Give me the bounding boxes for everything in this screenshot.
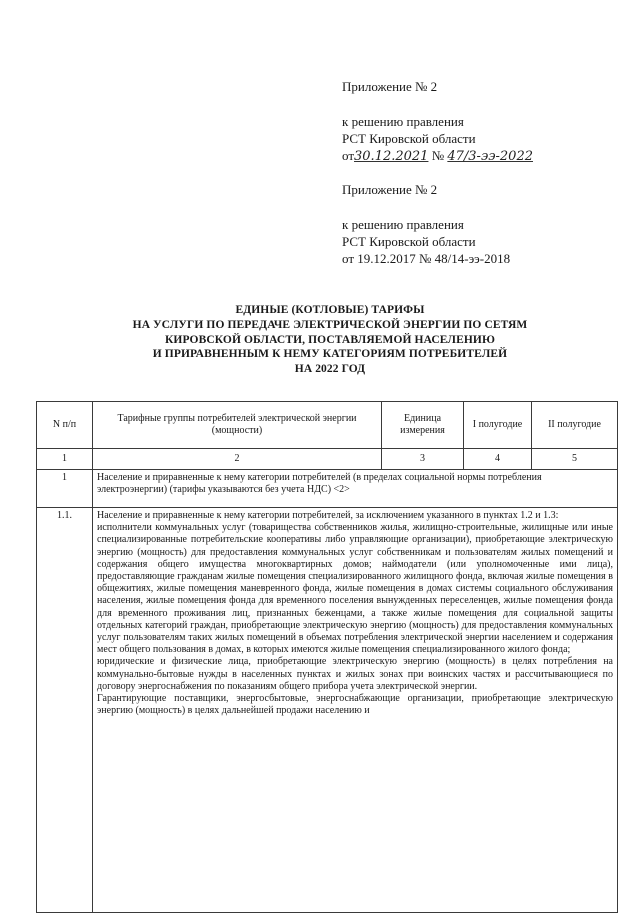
row-paragraph: исполнители коммунальных услуг (товарищества собственников жилья, жилищно-строительные, жилищные или иные специализированные потребительские кооперативы либо управляющие организации), приобретающие электрическую энергию (мощность) для предоставления коммунальных услуг собственникам и пользователям жилых помещений и содержания общего имущества многоквартирных домов; наймодатели (или уполномоченные ими лица), предоставляющие гражданам жилые помещения специализированного жилищного фонда, включая жилые помещения в общежитиях, жилые помещения маневренного фонда, жилые помещения в домах системы социального обслуживания населения, жилые помещения фонда для временного поселения вынужденных переселенцев, жилые помещения фонда для временного проживания лиц, признанных беженцами, а также жилые помещения для социальной защиты отдельных категорий граждан, приобретающие электрическую энергию (мощность) для предоставления коммунальных услуг пользователям таких жилых помещений в объемах потребления электрической энергии населением и содержания мест общего пользования в домах, в которых имеются жилые помещения специализированного жилого фонда; — [97, 522, 613, 656]
appendix-line: РСТ Кировской области — [342, 131, 476, 146]
heading-line: НА 2022 ГОД — [294, 363, 366, 376]
appendix-line: к решению правления — [342, 217, 464, 232]
document-heading — [60, 303, 600, 377]
appendix-date-line — [342, 147, 533, 165]
header-cell-group: Тарифные группы потребителей электрической энергии (мощности) — [93, 402, 382, 449]
handwritten-date: 30.12.2021 — [354, 149, 429, 164]
heading-line: КИРОВСКОЙ ОБЛАСТИ, ПОСТАВЛЯЕМОЙ НАСЕЛЕНИЮ — [164, 333, 496, 346]
appendix-line: от 19.12.2017 № 48/14-ээ-2018 — [342, 251, 511, 266]
heading-line: И ПРИРАВНЕННЫМ К НЕМУ КАТЕГОРИЯМ ПОТРЕБИТЕЛЕЙ — [152, 348, 508, 361]
appendix-line: к решению правления — [342, 114, 464, 129]
row-number: 1 — [37, 470, 93, 508]
row-paragraph: юридические и физические лица, приобретающие электрическую энергию (мощность) в целях потребления на коммунально-бытовые нужды в населенных пунктах и жилых зонах при воинских частях и рассчитывающиеся по договору энергоснабжения по показаниям общего прибора учета электрической энергии. — [97, 656, 613, 692]
column-number: 3 — [382, 449, 464, 470]
row-paragraph: Население и приравненные к нему категории потребителей, за исключением указанного в пунктах 1.2 и 1.3: — [97, 510, 559, 521]
heading-line: НА УСЛУГИ ПО ПЕРЕДАЧЕ ЭЛЕКТРИЧЕСКОЙ ЭНЕРГИИ ПО СЕТЯМ — [132, 318, 528, 331]
header-cell-h1: I полугодие — [464, 402, 532, 449]
table-row — [37, 508, 618, 913]
tariff-table — [36, 401, 618, 913]
date-prefix: от — [342, 148, 355, 163]
column-number: 2 — [93, 449, 382, 470]
appendix-block-old — [342, 181, 510, 267]
appendix-block-new — [342, 78, 533, 165]
handwritten-number: 47/3-ээ-2022 — [447, 149, 533, 164]
column-number: 5 — [532, 449, 618, 470]
row-text — [93, 508, 618, 913]
column-number: 4 — [464, 449, 532, 470]
row-paragraph: Гарантирующие поставщики, энергосбытовые, энергоснабжающие организации, приобретающие электрическую энергию (мощность) в целях дальнейшей продажи населению и — [97, 693, 613, 717]
header-cell-h2: II полугодие — [532, 402, 618, 449]
header-cell-num: N п/п — [37, 402, 93, 449]
heading-line: ЕДИНЫЕ (КОТЛОВЫЕ) ТАРИФЫ — [235, 304, 425, 316]
header-cell-unit: Единица измерения — [382, 402, 464, 449]
appendix-line: РСТ Кировской области — [342, 234, 476, 249]
column-number-row — [37, 449, 618, 470]
appendix-title: Приложение № 2 — [342, 79, 438, 94]
table-header-row — [37, 402, 618, 449]
column-number: 1 — [37, 449, 93, 470]
row-text: Население и приравненные к нему категории потребителей (в пределах социальной нормы потребления электроэнергии) (тарифы указываются без учета НДС) <2> — [93, 470, 618, 508]
number-sign: № — [428, 148, 448, 163]
table-row — [37, 470, 618, 508]
appendix-title: Приложение № 2 — [342, 182, 438, 197]
row-number: 1.1. — [37, 508, 93, 913]
